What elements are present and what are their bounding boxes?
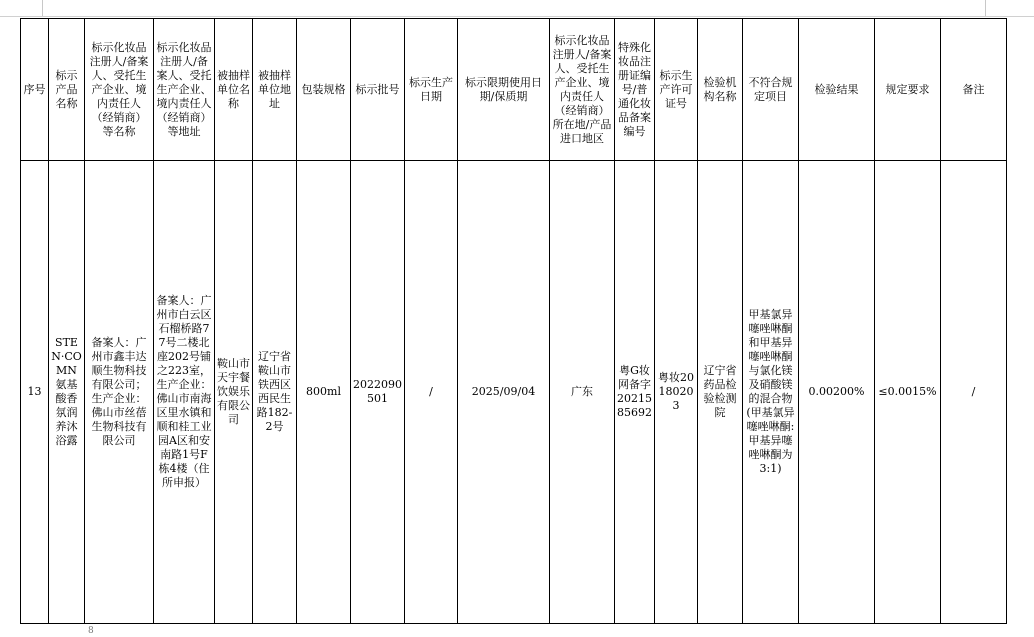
table-row [21, 161, 1007, 624]
header-cell-sampled-unit: 被抽样单位名称 [215, 19, 253, 161]
cell-company-address: 备案人：广州市白云区石榴桥路77号二楼北座202号铺之223室，生产企业：佛山市南海区里水镇和顺和桂工业园A区和安南路1号F栋4楼（住所申报） [154, 161, 215, 624]
header-cell-sampled-address: 被抽样单位地址 [253, 19, 297, 161]
cell-license-no: 粤妆20180203 [655, 161, 698, 624]
cell-sampled-address: 辽宁省鞍山市铁西区西民生路182-2号 [253, 161, 297, 624]
header-cell-package: 包装规格 [297, 19, 351, 161]
cell-company-names: 备案人：广州市鑫丰达顺生物科技有限公司；生产企业：佛山市丝蓓生物科技有限公司 [85, 161, 154, 624]
page-top-rule [0, 16, 1034, 17]
header-cell-nonconforming-item: 不符合规定项目 [743, 19, 799, 161]
cell-expiry: 2025/09/04 [458, 161, 550, 624]
cell-region: 广东 [550, 161, 615, 624]
page-corner-mark-right [985, 0, 986, 16]
header-cell-license-no: 标示生产许可证号 [655, 19, 698, 161]
cell-no: 13 [21, 161, 49, 624]
header-cell-region: 标示化妆品注册人/备案人、受托生产企业、境内责任人（经销商）所在地/产品进口地区 [550, 19, 615, 161]
header-cell-requirement: 规定要求 [875, 19, 941, 161]
header-cell-production-date: 标示生产日期 [405, 19, 458, 161]
cell-remark: / [941, 161, 1007, 624]
cell-requirement: ≤0.0015% [875, 161, 941, 624]
header-cell-company-address: 标示化妆品注册人/备案人、受托生产企业、境内责任人（经销商）等地址 [154, 19, 215, 161]
page-corner-mark-left [42, 0, 43, 16]
inspection-results-table [20, 18, 1007, 624]
header-cell-remark: 备注 [941, 19, 1007, 161]
cell-package: 800ml [297, 161, 351, 624]
cell-registration-no: 粤G妆网备字2021585692 [615, 161, 655, 624]
header-cell-registration-no: 特殊化妆品注册证编号/普通化妆品备案编号 [615, 19, 655, 161]
cell-inspection-agency: 辽宁省药品检验检测院 [698, 161, 743, 624]
header-cell-product: 标示产品名称 [49, 19, 85, 161]
cell-nonconforming-item: 甲基氯异噻唑啉酮和甲基异噻唑啉酮与氯化镁及硝酸镁的混合物(甲基氯异噻唑啉酮:甲基异噻唑啉酮为3:1) [743, 161, 799, 624]
header-cell-result: 检验结果 [799, 19, 875, 161]
page-footer-mark: 8 [88, 626, 94, 636]
header-cell-no: 序号 [21, 19, 49, 161]
header-cell-batch: 标示批号 [351, 19, 405, 161]
cell-result: 0.00200% [799, 161, 875, 624]
cell-production-date: / [405, 161, 458, 624]
header-cell-company-names: 标示化妆品注册人/备案人、受托生产企业、境内责任人（经销商）等名称 [85, 19, 154, 161]
table-header-row [21, 19, 1007, 161]
cell-product: STEN·COMN氨基酸香氛润养沐浴露 [49, 161, 85, 624]
cell-sampled-unit: 鞍山市天宇餐饮娱乐有限公司 [215, 161, 253, 624]
header-cell-inspection-agency: 检验机构名称 [698, 19, 743, 161]
header-cell-expiry: 标示限期使用日期/保质期 [458, 19, 550, 161]
cell-batch: 2022090501 [351, 161, 405, 624]
